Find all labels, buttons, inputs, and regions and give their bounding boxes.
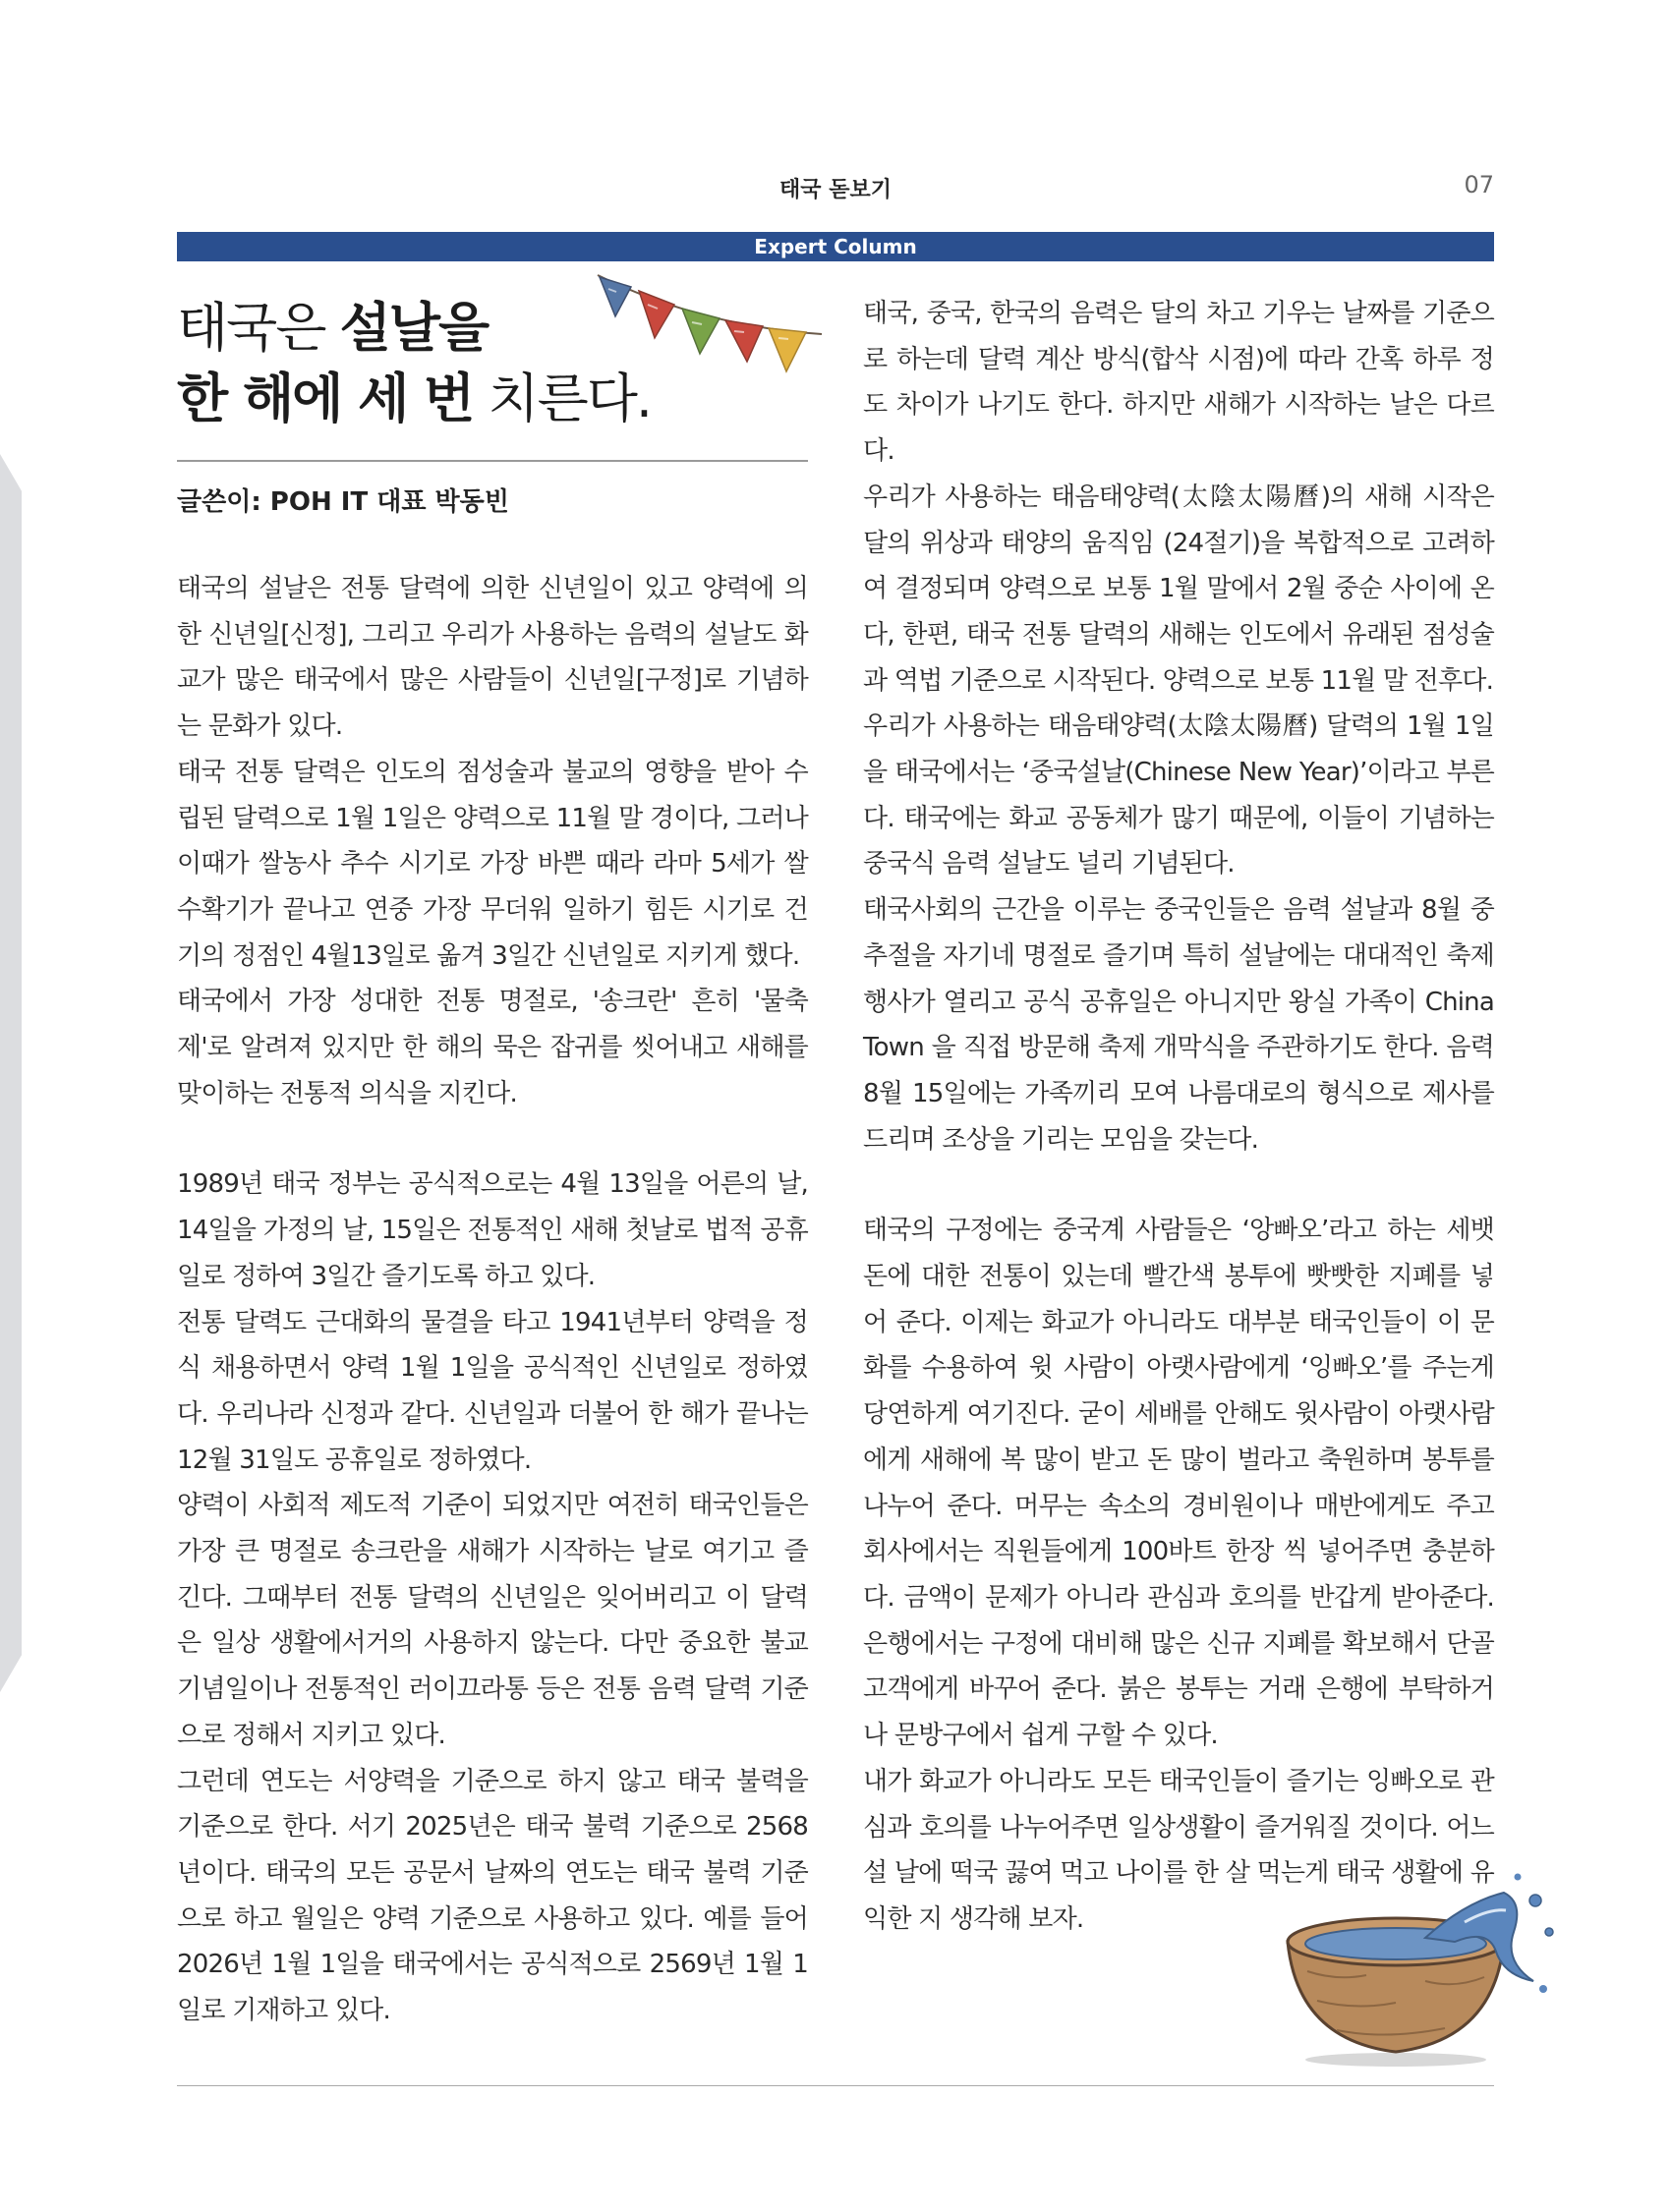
paragraph: 양력이 사회적 제도적 기준이 되었지만 여전히 태국인들은 가장 큰 명절로 송크란을 새해가 시작하는 날로 여기고 즐긴다. 그때부터 전통 달력의 신년일은 잊어버리고 이 달력은 일상 생활에서거의 사용하지 않는다. 다만 중요한 불교 기념일이나 전통적인 러이끄라통 등은 전통 음력 달력 기준으로 정해서 지키고 있다. (177, 1491, 808, 1750)
paragraph: 그런데 연도는 서양력을 기준으로 하지 않고 태국 불력을 기준으로 한다. 서기 2025년은 태국 불력 기준으로 2568년이다. 태국의 모든 공문서 날짜의 연도는 태국 불력 기준으로 하고 월일은 양력 기준으로 사용하고 있다. 예를 들어 2026년 1월 1일을 태국에서는 공식적으로 2569년 1월 1일로 기재하고 있다. (177, 1766, 808, 2026)
section-banner: Expert Column (177, 232, 1494, 261)
paragraph: 1989년 태국 정부는 공식적으로는 4월 13일을 어른의 날, 14일을 가정의 날, 15일은 전통적인 새해 첫날로 법적 공휴일로 정하여 3일간 즐기도록 하고 있다. (177, 1169, 808, 1291)
page-number: 07 (1464, 171, 1494, 199)
article-title (177, 293, 652, 434)
title-part: 태국은 (177, 297, 340, 359)
side-page-tab (0, 454, 22, 1692)
paragraph: 태국의 구정에는 중국계 사람들은 ‘앙빠오’라고 하는 세뱃돈에 대한 전통이 있는데 빨간색 봉투에 빳빳한 지폐를 넣어 준다. 이제는 화교가 아니라도 대부분 태국인들이 이 문화를 수용하여 윗 사람이 아랫사람에게 ‘잉빠오’를 주는게 당연하게 여기진다. 굳이 세배를 안해도 윗사람이 아랫사람에게 새해에 복 많이 받고 돈 많이 벌라고 축원하며 봉투를 나누어 준다. 머무는 속소의 경비원이나 매반에게도 주고 회사에서는 직원들에게 100바트 한장 씩 넣어주면 충분하다. 금액이 문제가 아니라 관심과 호의를 반갑게 받아준다. 은행에서는 구정에 대비해 많은 신규 지폐를 확보해서 단골 고객에게 바꾸어 준다. 붉은 봉투는 거래 은행에 부탁하거나 문방구에서 쉽게 구할 수 있다. (863, 1216, 1494, 1751)
title-part: 치른다. (473, 368, 652, 429)
bowl-of-water-illustration (1278, 1873, 1563, 2070)
title-emphasis: 설날을 (339, 297, 489, 359)
paragraph: 전통 달력도 근대화의 물결을 타고 1941년부터 양력을 정식 채용하면서 양력 1월 1일을 공식적인 신년일로 정하였다. 우리나라 신정과 같다. 신년일과 더불어 한 해가 끝나는 12월 31일도 공휴일로 정하였다. (177, 1307, 808, 1475)
title-divider (177, 460, 808, 462)
footer-divider (177, 2085, 1494, 2086)
paragraph: 태국의 설날은 전통 달력에 의한 신년일이 있고 양력에 의한 신년일[신정], 그리고 우리가 사용하는 음력의 설날도 화교가 많은 태국에서 많은 사람들이 신년일[구정]로 기념하는 문화가 있다. (177, 574, 808, 742)
paragraph: 태국 전통 달력은 인도의 점성술과 불교의 영향을 받아 수립된 달력으로 1월 1일은 양력으로 11월 말 경이다, 그러나 이때가 쌀농사 추수 시기로 가장 바쁜 때라 라마 5세가 쌀 수확기가 끝나고 연중 가장 무더워 일하기 힘든 시기로 건기의 정점인 4월13일로 옮겨 3일간 신년일로 지키게 했다. (177, 757, 808, 971)
article-column-right (863, 291, 1494, 1943)
paragraph: 우리가 사용하는 태음태양력(太陰太陽曆) 달력의 1월 1일을 태국에서는 ‘중국설날(Chinese New Year)’이라고 부른다. 태국에는 화교 공동체가 많기 때문에, 이들이 기념하는 중국식 음력 설날도 널리 기념된다. (863, 711, 1494, 879)
paragraph: 태국사회의 근간을 이루는 중국인들은 음력 설날과 8월 중추절을 자기네 명절로 즐기며 특히 설날에는 대대적인 축제 행사가 열리고 공식 공휴일은 아니지만 왕실 가족이 China Town 을 직접 방문해 축제 개막식을 주관하기도 한다. 음력 8월 15일에는 가족끼리 모여 나름대로의 형식으로 제사를 드리며 조상을 기리는 모임을 갖는다. (863, 895, 1494, 1155)
running-head: 태국 돋보기 (779, 178, 892, 202)
byline: 글쓴이: POH IT 대표 박동빈 (177, 487, 509, 517)
bunting-flags-illustration (594, 269, 826, 397)
paragraph: 우리가 사용하는 태음태양력(太陰太陽曆)의 새해 시작은 달의 위상과 태양의 움직임 (24절기)을 복합적으로 고려하여 결정되며 양력으로 보통 1월 말에서 2월 중순 사이에 온다, 한편, 태국 전통 달력의 새해는 인도에서 유래된 점성술과 역법 기준으로 시작된다. 양력으로 보통 11월 말 전후다. (863, 482, 1494, 696)
paragraph: 태국, 중국, 한국의 음력은 달의 차고 기우는 날짜를 기준으로 하는데 달력 계산 방식(합삭 시점)에 따라 간혹 하루 정도 차이가 나기도 한다. 하지만 새해가 시작하는 날은 다르다. (863, 299, 1494, 467)
article-column-left (177, 566, 808, 2034)
title-emphasis: 한 해에 세 번 (177, 368, 474, 429)
paragraph: 태국에서 가장 성대한 전통 명절로, '송크란' 흔히 '물축제'로 알려져 있지만 한 해의 묵은 잡귀를 씻어내고 새해를 맞이하는 전통적 의식을 지킨다. (177, 987, 808, 1108)
paragraph: 내가 화교가 아니라도 모든 태국인들이 즐기는 잉빠오로 관심과 호의를 나누어주면 일상생활이 즐거워질 것이다. 어느 설 날에 떡국 끓여 먹고 나이를 한 살 먹는게 태국 생활에 유익한 지 생각해 보자. (863, 1766, 1494, 1934)
